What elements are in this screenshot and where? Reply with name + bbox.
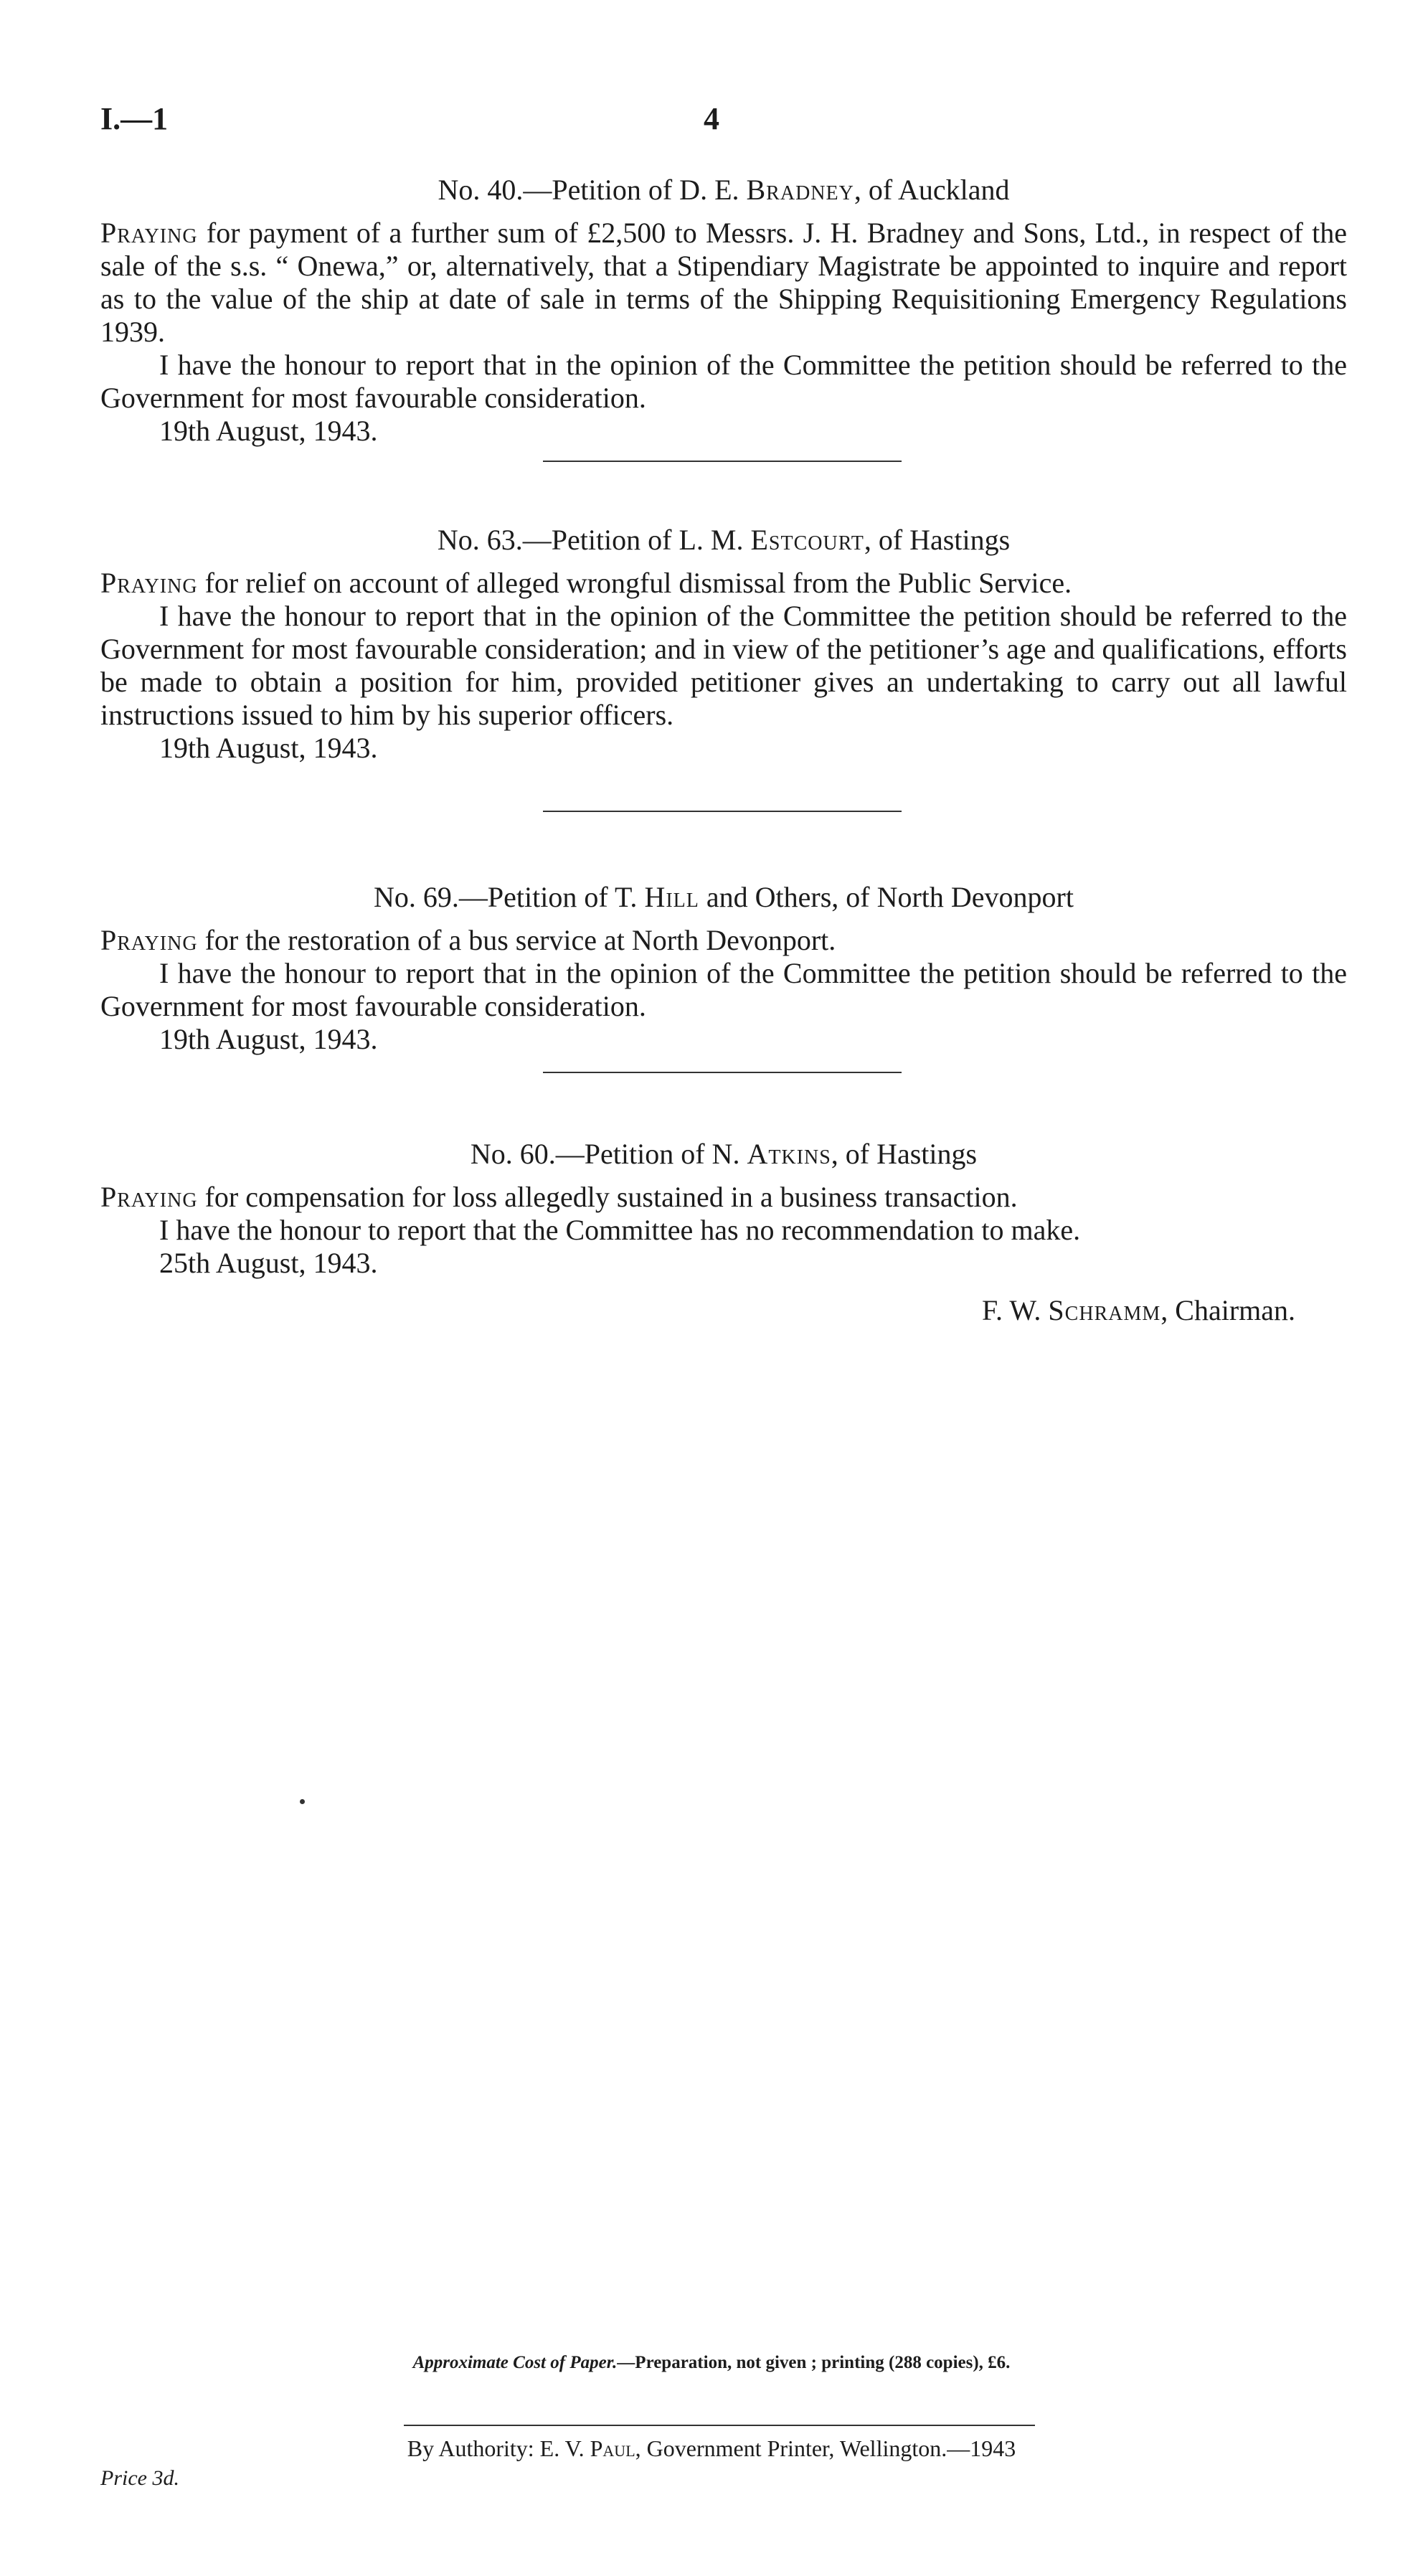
petition-title: No. 69.—Petition of T. Hill and Others, of North Devonport [374,881,1074,913]
petition-63 [100,522,1347,765]
petition-69 [100,879,1347,1056]
section-divider [543,811,902,812]
page-number: 4 [704,101,719,136]
praying-paragraph: Praying for the restoration of a bus service at North Devonport. [100,924,836,956]
price-note: Price 3d. [100,2466,179,2490]
section-divider [543,1072,902,1073]
report-paragraph: I have the honour to report that in the opinion of the Committee the petition should be referred to the Government for most favourable consideration; and in view of the petitioner’s age and qualifications, efforts be made to obtain a position for him, provided petitioner gives an undertaking to carry out all lawful instructions issued to him by his superior officers. [100,600,1347,731]
print-speck [300,1799,305,1804]
petition-date: 19th August, 1943. [159,415,378,447]
praying-paragraph: Praying for payment of a further sum of £2,500 to Messrs. J. H. Bradney and Sons, Ltd., in respect of the sale of the s.s. “ Onewa,” or, alternatively, that a Stipendiary Magistrate be appointed to inquire and report as to the value of the ship at date of sale in terms of the Shipping Requisitioning Emergency Regulations 1939. [100,217,1348,348]
footer-divider [404,2425,1035,2426]
printer-authority-line: By Authority: E. V. Paul, Government Printer, Wellington.—1943 [407,2435,1016,2461]
petition-date: 19th August, 1943. [159,732,378,764]
chairman-signature: F. W. Schramm, Chairman. [982,1294,1295,1326]
praying-paragraph: Praying for relief on account of alleged wrongful dismissal from the Public Service. [100,567,1072,599]
petition-40 [100,172,1347,448]
petition-60 [100,1136,1347,1280]
cost-of-paper-note: Approximate Cost of Paper.—Preparation, not given ; printing (288 copies), £6. [412,2353,1011,2372]
petition-title: No. 40.—Petition of D. E. Bradney, of Auckland [438,174,1010,206]
petition-date: 19th August, 1943. [159,1023,378,1055]
petition-date: 25th August, 1943. [159,1247,378,1279]
praying-paragraph: Praying for compensation for loss allegedly sustained in a business transaction. [100,1181,1018,1213]
report-paragraph: I have the honour to report that in the opinion of the Committee the petition should be referred to the Government for most favourable consideration. [100,349,1347,414]
petition-title: No. 60.—Petition of N. Atkins, of Hastings [470,1138,978,1170]
report-paragraph: I have the honour to report that the Committee has no recommendation to make. [159,1214,1081,1246]
section-divider [543,461,902,462]
report-paragraph: I have the honour to report that in the opinion of the Committee the petition should be referred to the Government for most favourable consideration. [100,957,1347,1022]
paper-reference: I.—1 [100,101,169,136]
petition-title: No. 63.—Petition of L. M. Estcourt, of Hastings [437,524,1011,556]
